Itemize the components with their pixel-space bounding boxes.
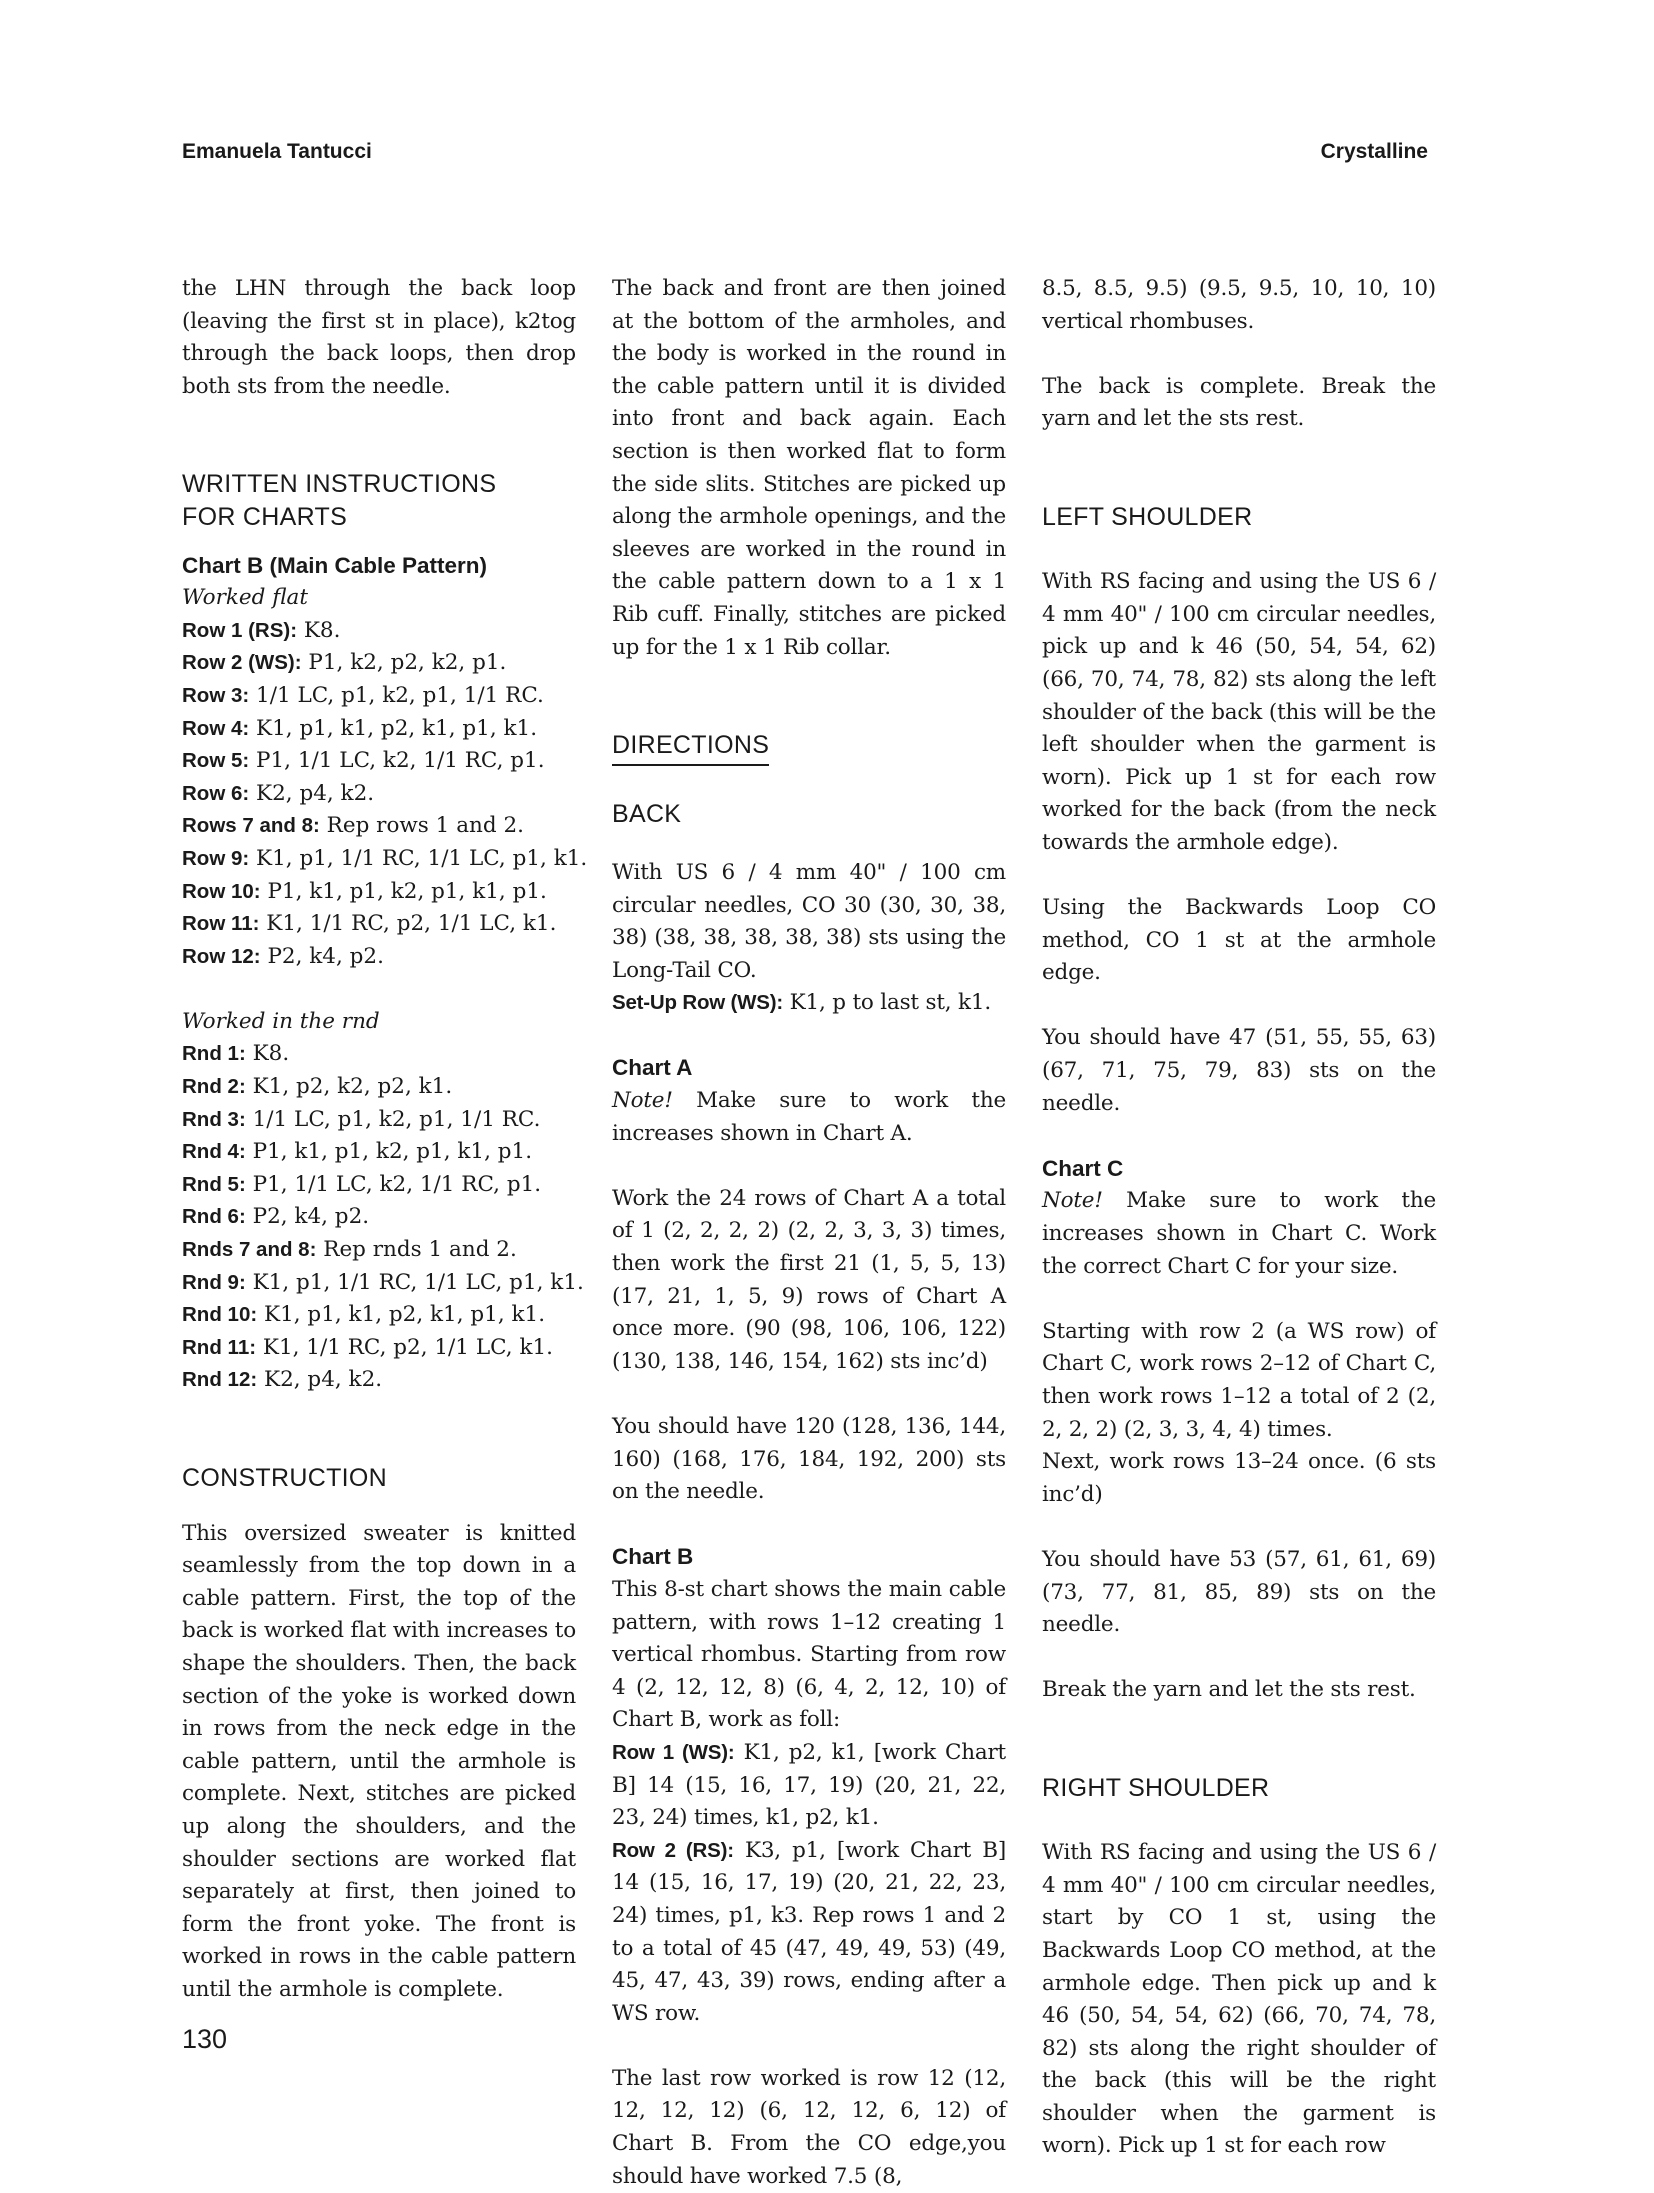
row-label: Rnd 11: [182,1335,257,1359]
section-heading: RIGHT SHOULDER [1042,1773,1270,1802]
row-label: Rnd 1: [182,1042,246,1066]
instruction-row [182,778,576,811]
subheading: Chart B [612,1544,694,1570]
row-label: Row 2 (RS): [612,1838,734,1862]
row-text: K1, p to last st, k1. [783,990,991,1016]
paragraph: With RS facing and using the US 6 / 4 mm 40" / 100 cm circular needles, start by CO 1 st, using the Backwards Loop CO method, at the armhole edge. Then pick up and k 46 (50, 54, 54, 62) (66, 70, 74, 78, 82) sts along the right shoulder of the back (this will be the right shoulder when the garment is worn). Pick up 1 st for each row [1042,1840,1436,2159]
instruction-row [182,745,576,778]
paragraph [1042,1185,1436,1283]
row-text: K1, p2, k1, [work Chart B] 14 (15, 16, 17, 19) (20, 21, 22, 23, 24) times, k1, p2, k1. [612,1739,1006,1831]
row-text: P2, k4, p2. [260,943,384,969]
flat-rows-list [182,615,588,974]
row-text: K2, p4, k2. [249,780,375,806]
rnd-rows-list [182,1038,584,1397]
worked-flat-label: Worked flat [182,585,309,611]
paragraph: Next, work rows 13–24 once. (6 sts inc’d) [1042,1449,1436,1507]
row-text: K1, p1, k1, p2, k1, p1, k1. [249,715,538,741]
section-heading: FOR CHARTS [182,502,348,531]
row-text: 1/1 LC, p1, k2, p1, 1/1 RC. [245,1106,541,1132]
row-label: Rows 7 and 8: [182,814,320,838]
row-label: Rnd 4: [182,1140,246,1164]
paragraph: the LHN through the back loop (leaving the first st in place), k2tog through the back loops, then drop both sts from the needle. [182,276,576,399]
row-label: Row 11: [182,912,260,936]
row-text: K1, 1/1 RC, p2, 1/1 LC, k1. [259,911,557,937]
row-label: Row 9: [182,846,250,870]
row-text: P1, k1, p1, k2, p1, k1, p1. [245,1139,533,1165]
instruction-row [182,1104,576,1137]
instruction-row [182,810,576,843]
paragraph: Break the yarn and let the sts rest. [1042,1677,1416,1703]
row-label: Rnds 7 and 8: [182,1238,317,1262]
paragraph: Work the 24 rows of Chart A a total of 1 (2, 2, 2, 2) (2, 2, 3, 3, 3) times, then work the first 21 (1, 5, 5, 13) (17, 21, 1, 5, 9) rows of Chart A once more. (90 (98, 106, 106, 122) (130, 138, 146, 154, 162) sts inc’d) [612,1185,1006,1374]
row-text: K8. [297,617,341,643]
paragraph: The back and front are then joined at the bottom of the armholes, and the body is worked in the round in the cable pattern until it is divided into front and back again. Each section is then worked flat to form the side slits. Stitches are picked up along the armhole openings, and the sleeves are worked in the round in the cable pattern down to a 1 x 1 Rib cuff. Finally, stitches are picked up for the 1 x 1 Rib collar. [612,276,1006,660]
instruction-row [182,1332,576,1365]
row-label: Rnd 12: [182,1368,258,1392]
paragraph [612,987,1006,1020]
instruction-row [182,713,576,746]
instruction-row [182,1299,576,1332]
paragraph: 8.5, 8.5, 9.5) (9.5, 9.5, 10, 10, 10) vertical rhombuses. [1042,276,1436,334]
row-label: Rnd 2: [182,1075,246,1099]
instruction-row [182,1267,584,1300]
row-label: Set-Up Row (WS): [612,991,784,1015]
paragraph: With US 6 / 4 mm 40" / 100 cm circular needles, CO 30 (30, 30, 38, 38) (38, 38, 38, 38, 38) sts using the Long-Tail CO. [612,859,1006,983]
row-text: Rep rows 1 and 2. [319,813,524,839]
row-text: K2, p4, k2. [257,1367,383,1393]
row-label: Row 3: [182,683,250,707]
instruction-row [182,876,576,909]
note-text: Make sure to work the increases shown in Chart C. Work the correct Chart C for your size. [1042,1188,1436,1279]
row-label: Row 10: [182,879,261,903]
row-label: Row 1 (WS): [612,1740,735,1764]
paragraph: You should have 47 (51, 55, 55, 63) (67, 71, 75, 79, 83) sts on the needle. [1042,1025,1436,1116]
instruction-row [182,615,576,648]
row-text: K8. [245,1041,290,1067]
row-text: K1, p1, k1, p2, k1, p1, k1. [257,1302,546,1328]
instruction-row [182,843,588,876]
row-label: Row 4: [182,716,250,740]
instruction-row [182,1169,576,1202]
instruction-row [182,941,576,974]
subheading: Chart A [612,1055,693,1081]
subheading: Chart B (Main Cable Pattern) [182,552,488,578]
row-text: P2, k4, p2. [245,1204,370,1230]
paragraph: With RS facing and using the US 6 / 4 mm 40" / 100 cm circular needles, pick up and k 46 (50, 54, 54, 62) (66, 70, 74, 78, 82) sts along the left shoulder of the back (this will be the left shoulder when the garment is worn). Pick up 1 st for each row worked for the back (from the neck towards the armhole edge). [1042,569,1436,855]
row-label: Row 2 (WS): [182,651,302,675]
section-heading: LEFT SHOULDER [1042,502,1253,531]
row-label: Row 5: [182,749,250,773]
row-text: P1, 1/1 LC, k2, 1/1 RC, p1. [249,748,545,774]
row-text: K1, p1, 1/1 RC, 1/1 LC, p1, k1. [245,1269,584,1295]
instruction-row [182,1136,576,1169]
instruction-row [182,1038,576,1071]
running-header-title: Crystalline [1320,140,1428,163]
row-text: P1, k2, p2, k2, p1. [301,650,507,676]
row-label: Row 6: [182,781,250,805]
section-heading [612,729,1006,766]
text-column-3 [1042,273,1436,2163]
row-text: K3, p1, [work Chart B] 14 (15, 16, 17, 19) (20, 21, 22, 23, 24) times, p1, k3. Rep rows 1 and 2 to a total of 45 (47, 49, 49, 53) (49, 45, 47, 43, 39) rows, ending after a WS row. [612,1837,1007,2026]
paragraph: Using the Backwards Loop CO method, CO 1 st at the armhole edge. [1042,895,1436,986]
note-label: Note! [1042,1188,1103,1214]
row-text: 1/1 LC, p1, k2, p1, 1/1 RC. [249,682,544,708]
instruction-row [182,1234,576,1267]
row-label: Rnd 6: [182,1205,246,1229]
worked-rnd-label: Worked in the rnd [182,1008,380,1034]
row-label: Row 1 (RS): [182,618,298,642]
row-label: Rnd 5: [182,1172,246,1196]
paragraph: This 8-st chart shows the main cable pattern, with rows 1–12 creating 1 vertical rhombus. Starting from row 4 (2, 12, 12, 8) (6, 4, 2, 12, 10) of Chart B, work as foll: [612,1576,1006,1733]
page-number: 130 [182,2024,228,2054]
text-column-1 [182,273,588,2007]
paragraph: The back is complete. Break the yarn and let the sts rest. [1042,373,1436,432]
paragraph [612,1085,1006,1150]
subheading: Chart C [1042,1155,1124,1181]
paragraph: You should have 120 (128, 136, 144, 160) (168, 176, 184, 192, 200) sts on the needle. [612,1414,1006,1505]
paragraph: The last row worked is row 12 (12, 12, 12, 12) (6, 12, 12, 6, 12) of Chart B. From the CO edge,you should have worked 7.5 (8, [612,2065,1006,2189]
row-label: Row 12: [182,944,261,968]
paragraph [612,1737,1006,1835]
row-label: Rnd 3: [182,1107,246,1131]
row-text: K1, p1, 1/1 RC, 1/1 LC, p1, k1. [249,845,588,871]
row-text: K1, 1/1 RC, p2, 1/1 LC, k1. [256,1334,553,1360]
paragraph: Starting with row 2 (a WS row) of Chart C, work rows 2–12 of Chart C, then work rows 1–12 a total of 2 (2, 2, 2, 2) (2, 3, 3, 4, 4) times. [1042,1318,1436,1442]
instruction-row [182,680,576,713]
section-heading: CONSTRUCTION [182,1464,387,1492]
instruction-row [182,1201,576,1234]
paragraph: This oversized sweater is knitted seamlessly from the top down in a cable pattern. First, the top of the back is worked flat with increases to shape the shoulders. Then, the back section of the yoke is worked down in rows from the neck edge in the cable pattern, until the armhole is complete. Next, stitches are picked up along the shoulders, and the shoulder sections are worked flat separately at first, then joined to form the front yoke. The front is worked in rows in the cable pattern until the armhole is complete. [182,1520,576,2002]
instruction-row [182,647,576,680]
text-column-2 [612,273,1006,2193]
paragraph [612,1835,1006,2031]
row-label: Rnd 9: [182,1270,246,1294]
row-text: Rep rnds 1 and 2. [316,1237,517,1263]
note-text: Make sure to work the increases shown in Chart A. [612,1088,1006,1146]
section-heading: BACK [612,800,682,829]
instruction-row [182,1364,576,1397]
instruction-row [182,1071,576,1104]
instruction-row [182,908,576,941]
row-label: Rnd 10: [182,1303,258,1327]
running-header-author: Emanuela Tantucci [182,140,372,163]
note-label: Note! [612,1088,673,1114]
row-text: P1, k1, p1, k2, p1, k1, p1. [260,878,547,904]
row-text: K1, p2, k2, p2, k1. [245,1074,453,1100]
directions-heading: DIRECTIONS [612,729,769,766]
row-text: P1, 1/1 LC, k2, 1/1 RC, p1. [245,1171,542,1197]
section-heading: WRITTEN INSTRUCTIONS [182,470,497,499]
paragraph: You should have 53 (57, 61, 61, 69) (73, 77, 81, 85, 89) sts on the needle. [1042,1546,1436,1638]
